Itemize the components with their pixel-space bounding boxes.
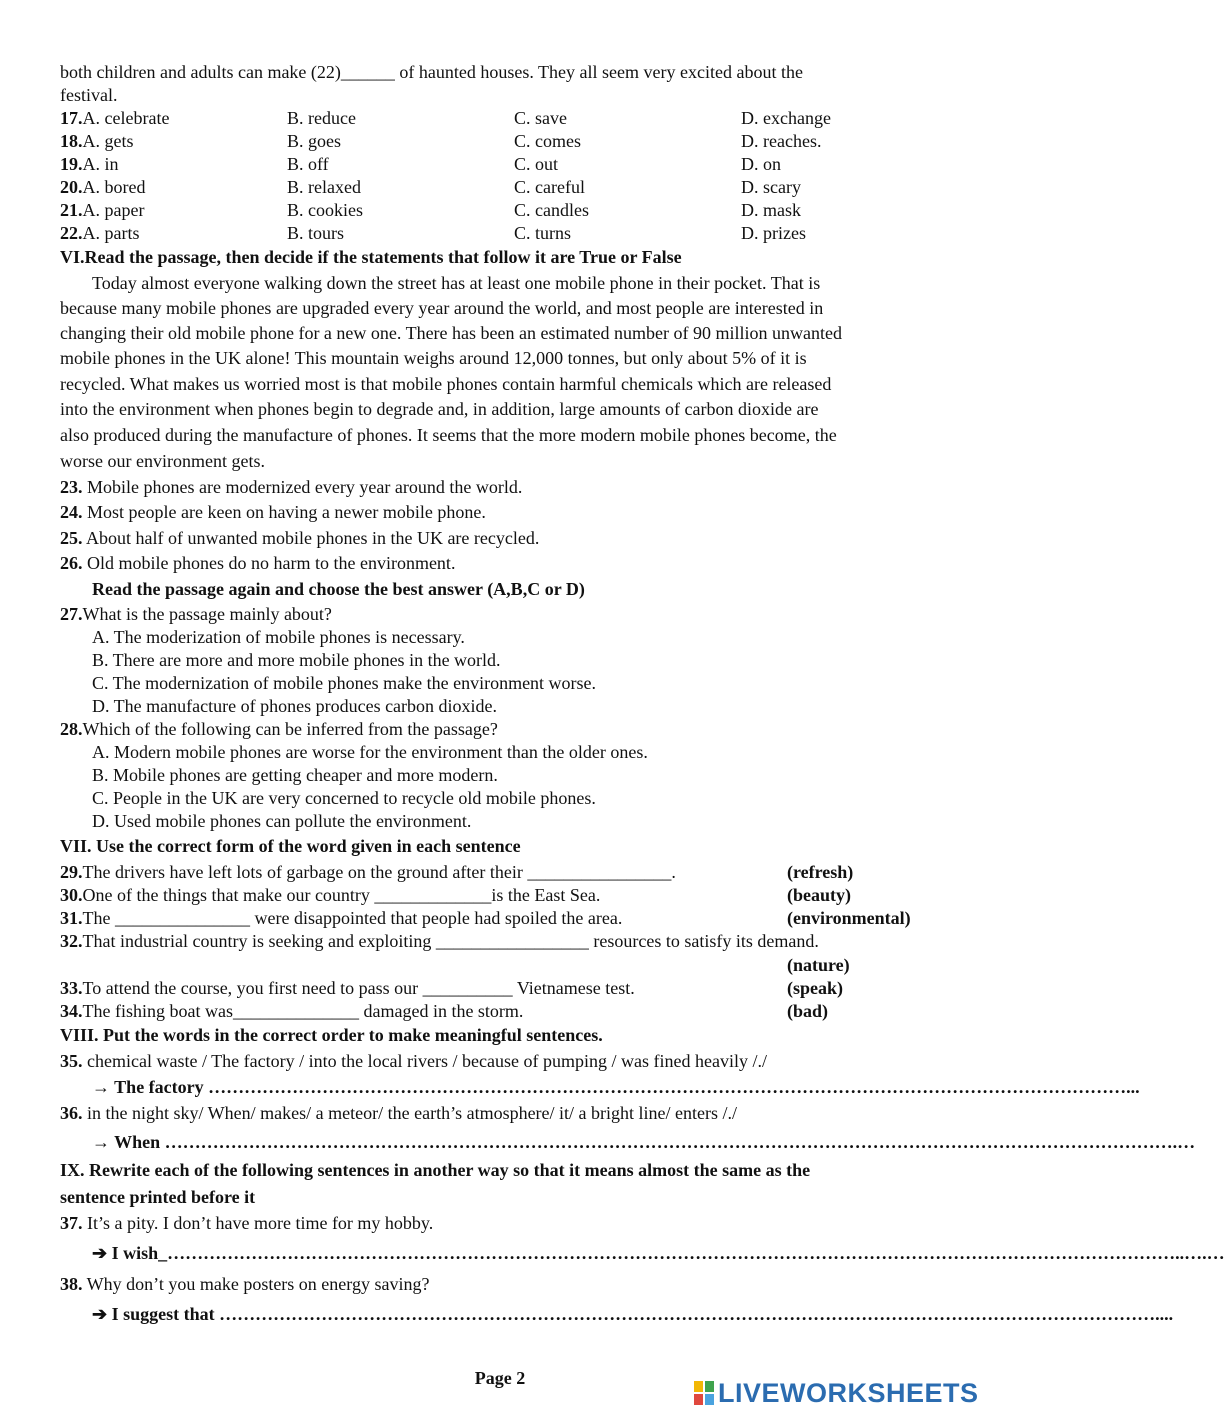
subsection-heading: Read the passage again and choose the best answer (A,B,C or D) [92, 579, 585, 599]
passage-line: changing their old mobile phone for a new one. There has been an estimated number of 90 million unwanted [60, 323, 842, 343]
option-b[interactable]: B. tours [287, 223, 345, 243]
answer-option[interactable]: B. Mobile phones are getting cheaper and more modern. [92, 765, 498, 785]
section-heading: VIII. Put the words in the correct order to make meaningful sentences. [60, 1025, 603, 1045]
word-hint: (speak) [787, 978, 844, 998]
rewrite-item [60, 1273, 938, 1296]
statement-text: About half of unwanted mobile phones in the UK are recycled. [82, 528, 540, 548]
question-number: 31. [60, 908, 83, 928]
passage-line: because many mobile phones are upgraded every year around the world, and most people are interested in [60, 298, 824, 318]
option-d[interactable]: D. mask [741, 200, 801, 220]
question-number: 17. [60, 108, 83, 128]
question-number: 26. [60, 553, 83, 573]
option-b[interactable]: B. off [287, 154, 329, 174]
section-heading: VII. Use the correct form of the word given in each sentence [60, 836, 521, 856]
option-a[interactable]: A. parts [82, 223, 140, 243]
answer-option[interactable]: C. People in the UK are very concerned to recycle old mobile phones. [92, 788, 596, 808]
page-number: Page 2 [474, 1368, 526, 1388]
question-number: 22. [60, 223, 83, 243]
option-c[interactable]: C. save [514, 108, 567, 128]
statement-item[interactable] [60, 476, 938, 499]
option-d[interactable]: D. on [741, 154, 781, 174]
question-number: 30. [60, 885, 83, 905]
passage-line: into the environment when phones begin to degrade and, in addition, large amounts of carbon dioxide are [60, 399, 819, 419]
word-hint: (refresh) [787, 862, 854, 882]
option-c[interactable]: C. out [514, 154, 559, 174]
question-number: 35. [60, 1051, 83, 1071]
question-text: Which of the following can be inferred from the passage? [82, 719, 498, 739]
word-hint: (bad) [787, 1001, 829, 1021]
section-heading: sentence printed before it [60, 1187, 256, 1207]
sentence-text: The fishing boat was______________ damaged in the storm. [82, 1001, 524, 1021]
sentence-text: It’s a pity. I don’t have more time for my hobby. [82, 1213, 434, 1233]
sentence-text: The drivers have left lots of garbage on the ground after their ________________. [82, 862, 676, 882]
statement-item[interactable] [60, 527, 938, 550]
option-d[interactable]: D. scary [741, 177, 801, 197]
word-chunks: in the night sky/ When/ makes/ a meteor/ the earth’s atmosphere/ it/ a bright line/ enters /./ [82, 1103, 738, 1123]
option-b[interactable]: B. cookies [287, 200, 363, 220]
section-heading: VI.Read the passage, then decide if the statements that follow it are True or False [60, 247, 682, 267]
option-d[interactable]: D. prizes [741, 223, 806, 243]
question-number: 25. [60, 528, 83, 548]
sentence-text: The _______________ were disappointed that people had spoiled the area. [82, 908, 623, 928]
question-number: 23. [60, 477, 83, 497]
question-number: 29. [60, 862, 83, 882]
question-27 [60, 603, 938, 626]
word-form-item[interactable] [60, 930, 938, 953]
question-number: 34. [60, 1001, 83, 1021]
option-a[interactable]: A. bored [82, 177, 146, 197]
answer-line[interactable]: → When …………………………………………………………………………………………………………………………………………………….… [92, 1132, 1196, 1152]
liveworksheets-icon [694, 1381, 714, 1405]
statement-item[interactable] [60, 552, 938, 575]
reorder-item [60, 1102, 938, 1125]
passage-line: recycled. What makes us worried most is that mobile phones contain harmful chemicals which are released [60, 374, 832, 394]
statement-text: Mobile phones are modernized every year around the world. [82, 477, 523, 497]
passage-line: Today almost everyone walking down the street has at least one mobile phone in their pocket. That is [92, 273, 821, 293]
rewrite-item [60, 1212, 938, 1235]
word-chunks: chemical waste / The factory / into the local rivers / because of pumping / was fined heavily /./ [82, 1051, 767, 1071]
option-b[interactable]: B. reduce [287, 108, 356, 128]
answer-option[interactable]: C. The modernization of mobile phones make the environment worse. [92, 673, 597, 693]
sentence-text: One of the things that make our country _____________is the East Sea. [82, 885, 601, 905]
question-number: 20. [60, 177, 83, 197]
passage-line: mobile phones in the UK alone! This mountain weighs around 12,000 tonnes, but only about 5% of it is [60, 348, 807, 368]
reorder-item [60, 1050, 938, 1073]
answer-option[interactable]: B. There are more and more mobile phones in the world. [92, 650, 501, 670]
question-number: 27. [60, 604, 83, 624]
word-hint: (nature) [787, 955, 850, 975]
option-a[interactable]: A. in [82, 154, 119, 174]
option-b[interactable]: B. relaxed [287, 177, 361, 197]
question-number: 37. [60, 1213, 83, 1233]
question-number: 33. [60, 978, 83, 998]
sentence-text: To attend the course, you first need to pass our __________ Vietnamese test. [82, 978, 635, 998]
option-a[interactable]: A. gets [82, 131, 134, 151]
answer-line[interactable]: → The factory ………………………………………………………………………………………………………………………………………... [92, 1077, 1140, 1097]
question-number: 32. [60, 931, 83, 951]
liveworksheets-logo[interactable] [694, 1378, 979, 1408]
statement-item[interactable] [60, 501, 938, 524]
question-number: 38. [60, 1274, 83, 1294]
option-b[interactable]: B. goes [287, 131, 341, 151]
option-a[interactable]: A. celebrate [82, 108, 170, 128]
word-hint: (beauty) [787, 885, 851, 905]
passage-line: also produced during the manufacture of phones. It seems that the more modern mobile phones become, the [60, 425, 837, 445]
question-number: 19. [60, 154, 83, 174]
question-number: 18. [60, 131, 83, 151]
answer-option[interactable]: D. Used mobile phones can pollute the environment. [92, 811, 472, 831]
logo-text: LIVEWORKSHEETS [718, 1377, 979, 1408]
statement-text: Most people are keen on having a newer mobile phone. [82, 502, 486, 522]
sentence-text: That industrial country is seeking and exploiting _________________ resources to satisfy its demand. [82, 931, 819, 951]
question-number: 21. [60, 200, 83, 220]
statement-text: Old mobile phones do no harm to the environment. [82, 553, 456, 573]
sentence-text: Why don’t you make posters on energy saving? [82, 1274, 430, 1294]
answer-line[interactable]: ➔ I suggest that ………………………………………………………………………………………………………………………………………….... [92, 1304, 1174, 1324]
option-a[interactable]: A. paper [82, 200, 145, 220]
question-number: 36. [60, 1103, 83, 1123]
word-hint: (environmental) [787, 908, 911, 928]
answer-option[interactable]: D. The manufacture of phones produces carbon dioxide. [92, 696, 498, 716]
option-d[interactable]: D. exchange [741, 108, 831, 128]
passage-line: worse our environment gets. [60, 451, 265, 471]
question-28 [60, 718, 938, 741]
answer-line[interactable]: ➔ I wish_……………………………………………………………………………………………………………………………………………………..….… [92, 1243, 1225, 1263]
answer-option[interactable]: A. Modern mobile phones are worse for the environment than the older ones. [92, 742, 648, 762]
option-c[interactable]: C. comes [514, 131, 581, 151]
passage-continuation-line: festival. [60, 85, 118, 105]
passage-continuation-line: both children and adults can make (22)______ of haunted houses. They all seem very excited about the [60, 62, 803, 82]
option-c[interactable]: C. candles [514, 200, 589, 220]
option-c[interactable]: C. careful [514, 177, 585, 197]
question-text: What is the passage mainly about? [82, 604, 332, 624]
answer-option[interactable]: A. The moderization of mobile phones is necessary. [92, 627, 465, 647]
question-number: 28. [60, 719, 83, 739]
option-d[interactable]: D. reaches. [741, 131, 822, 151]
option-c[interactable]: C. turns [514, 223, 572, 243]
question-number: 24. [60, 502, 83, 522]
section-heading: IX. Rewrite each of the following sentences in another way so that it means almost the same as the [60, 1160, 811, 1180]
